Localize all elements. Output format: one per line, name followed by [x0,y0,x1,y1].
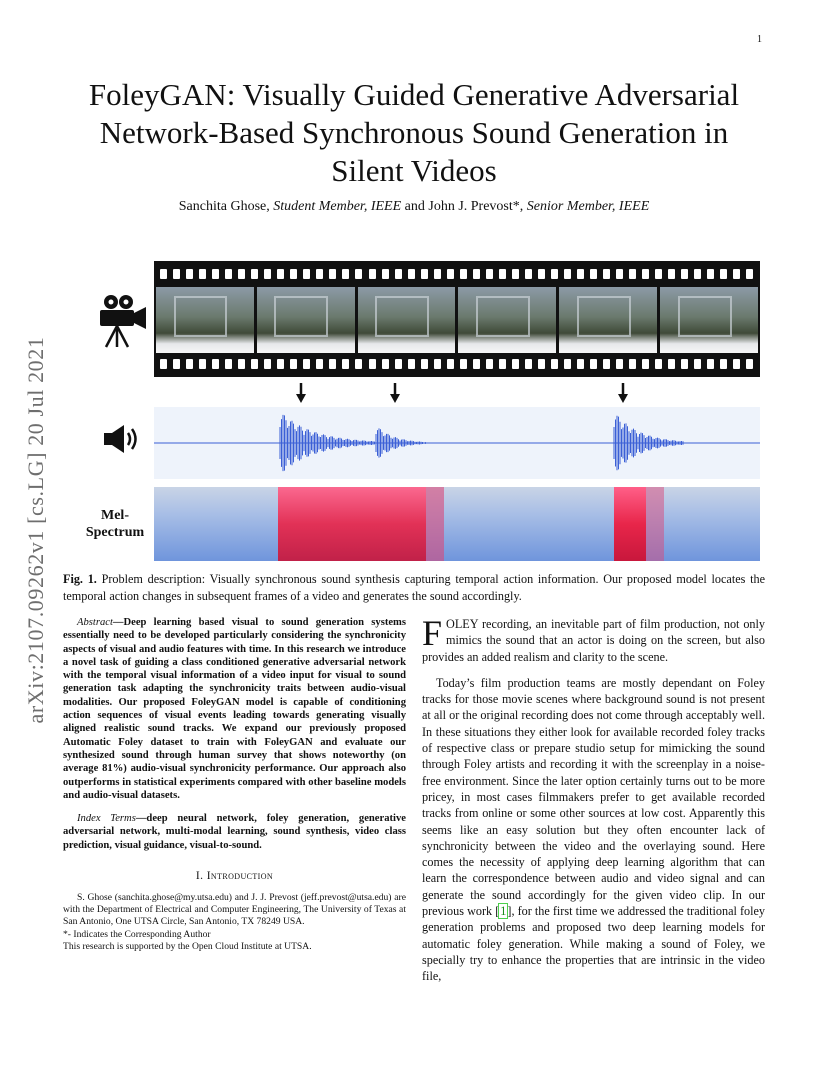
author-name: Sanchita Ghose, [178,199,274,214]
intro-paragraph-text: , for the first time we addressed the traditional foley generation problems and proposed two deep learning models for automatic foley generation. While making a sound of Foley, we specially try to enhance the properties that are intrinsic in the video file, [422,904,765,984]
index-terms-label: Index Terms [77,813,136,825]
sprocket-hole [551,269,558,279]
title-line: FoleyGAN: Visually Guided Generative Adversarial [88,77,740,112]
sprocket-hole [512,359,519,369]
sprocket-hole [525,359,532,369]
abstract-text: —Deep learning based visual to sound generation systems essentially need to be developed particularly considering the synchronicity aspects of visual and audio features with time. In this research we introduce a novel task of guiding a class conditioned generative adversarial network with the temporal visual information of a video input for visual to sound generation task adapting the synchronicity traits between audio-visual modalities. Our proposed FoleyGAN model is capable of conditioning action sequences of visual events leading towards generating visually aligned realistic sound tracks. We expand our previously proposed Automatic Foley dataset to train with FoleyGAN and evaluate our synthesized sound through human survey that shows noteworthy (on average 81%) audio-visual synchronicity performance. Our approach also outperforms in statistical experiments compared with other baseline models and audio-visual datasets. [63,617,406,801]
sprocket-hole [538,269,545,279]
author-role: Senior Member, IEEE [526,199,650,214]
video-frame [458,287,556,353]
sprocket-hole [668,269,675,279]
sprocket-hole [551,359,558,369]
footnote: *- Indicates the Corresponding Author [63,928,211,940]
sprocket-hole [746,269,753,279]
sprocket-hole [173,269,180,279]
sprocket-hole [199,359,206,369]
audio-waveform [154,407,760,479]
sprocket-hole [329,269,336,279]
abstract-label: Abstract [77,617,113,628]
sprocket-hole [434,269,441,279]
sprocket-hole [486,359,493,369]
sprocket-hole [538,359,545,369]
sprocket-hole [160,359,167,369]
sprocket-hole [564,269,571,279]
sprocket-hole [434,359,441,369]
sprocket-hole [225,269,232,279]
intro-paragraph-text: OLEY recording, an inevitable part of film production, not only mimics the sound that an actor is doing on the screen, but also provides an added realism and clarity to the scene. [422,617,765,664]
sprocket-hole [720,359,727,369]
sprocket-hole [590,359,597,369]
sprocket-hole [369,269,376,279]
sprocket-hole [316,269,323,279]
sprocket-hole [460,359,467,369]
sprocket-hole [564,359,571,369]
sprocket-hole [264,359,271,369]
sprocket-hole [642,359,649,369]
caption-label: Fig. 1. [63,572,97,586]
section-number: I. [195,870,207,883]
sprocket-hole [447,269,454,279]
film-sprocket-holes [160,269,754,279]
intro-paragraph-text: Today’s film production teams are mostly dependant on Foley tracks for those movie scenes where background sound is not present at all or the original recording does not come through acceptably well. In these situations they either look for available recorded foley tracks of respective class or prepare studio setup for mimicking the sound through Foley artists and recording it with the screenplay in a noise-free environment. Since the later option certainly turns out to be more pricey, in most cases filmmakers prefer to get available recorded tracks from online or some other sources at low cost. Apparently this seems like an easy solution but they often encounter lack of synchronicity between the video and the overlaying sound. Here comes the necessity of applying deep learning algorithm that can learn the correspondence between audio and video signal and can generate the sound accordingly for the given video clip. In our previous work [422,675,765,919]
mel-spectrum-label [80,507,150,541]
sprocket-hole [473,359,480,369]
sprocket-hole [616,359,623,369]
intro-paragraph: Today’s film production teams are mostly dependant on Foley tracks for those movie scenes where background sound is not present at all or the original recording does not come through acceptably well. In these situations they either look for available recorded foley tracks of respective class or prepare studio setup for mimicking the sound through Foley artists and recording it with the screenplay in a noise-free environment. Since the later option certainly turns out to be more pricey, in most cases filmmakers prefer to get available recorded tracks from online or some other sources at low cost. Apparently this seems like an easy solution but they often encounter lack of synchronicity between the video and the overlaying sound. Here comes the necessity of applying deep learning algorithm that can learn the correspondence between audio and video signal and can generate the sound accordingly for the given video clip. In our previous work [1], for the first time we addressed the traditional foley generation problems and proposed two deep learning models for automatic foley generation. While making a sound of Foley, we specially try to enhance the properties that are intrinsic in the video file, [422,675,765,984]
mel-spectrogram [154,487,760,561]
page-number: 1 [757,34,762,45]
mel-label-line: Spectrum [85,525,145,540]
film-camera-icon [96,293,148,349]
sprocket-hole [655,359,662,369]
sprocket-hole [421,269,428,279]
left-column [63,616,406,953]
sprocket-hole [264,269,271,279]
paper-title [40,76,788,190]
sprocket-hole [382,359,389,369]
video-frame [156,287,254,353]
sprocket-hole [655,269,662,279]
sprocket-hole [707,359,714,369]
index-terms-text: —deep neural network, foley generation, generative adversarial network, multi-modal learning, sound synthesis, video class prediction, visual guidance, visual-to-sound. [63,813,406,851]
title-line: Network-Based Synchronous Sound Generation in [99,115,729,150]
sprocket-hole [382,269,389,279]
video-frame [660,287,758,353]
footnote: This research is supported by the Open Cloud Institute at UTSA. [63,940,312,952]
arxiv-identifier: arXiv:2107.09262v1 [cs.LG] 20 Jul 2021 [23,336,48,724]
right-column [422,613,765,985]
speaker-icon [102,423,142,455]
author-role: Student Member, IEEE [273,199,402,214]
sprocket-hole [277,359,284,369]
video-frame [358,287,456,353]
sprocket-hole [720,269,727,279]
sprocket-hole [251,269,258,279]
action-arrow-icon [389,383,401,403]
section-title: Introduction [206,870,274,883]
sprocket-hole [369,359,376,369]
sprocket-hole [421,359,428,369]
author-name: John J. Prevost*, [428,199,527,214]
section-heading [63,870,406,882]
sprocket-hole [616,269,623,279]
film-strip [154,261,760,377]
figure-1 [80,257,770,565]
sprocket-hole [694,269,701,279]
author-list [40,199,788,215]
sprocket-hole [629,269,636,279]
sprocket-hole [707,269,714,279]
sprocket-hole [590,269,597,279]
sprocket-hole [290,359,297,369]
sprocket-hole [212,269,219,279]
title-line: Silent Videos [331,153,497,188]
sprocket-hole [577,269,584,279]
sprocket-hole [447,359,454,369]
sprocket-hole [642,269,649,279]
sprocket-hole [355,269,362,279]
sprocket-hole [460,269,467,279]
sprocket-hole [408,269,415,279]
sprocket-hole [238,269,245,279]
sprocket-hole [342,269,349,279]
sprocket-hole [486,269,493,279]
sprocket-hole [355,359,362,369]
sprocket-hole [225,359,232,369]
sprocket-hole [681,359,688,369]
sprocket-hole [303,269,310,279]
sprocket-hole [173,359,180,369]
film-sprocket-holes [160,359,754,369]
sprocket-hole [603,359,610,369]
sprocket-hole [316,359,323,369]
mel-label-line: Mel- [101,508,129,523]
video-frame [559,287,657,353]
film-frames [156,287,758,353]
drop-cap: F [422,613,443,653]
video-frame [257,287,355,353]
sprocket-hole [251,359,258,369]
sprocket-hole [342,359,349,369]
figure-caption [63,571,765,605]
sprocket-hole [681,269,688,279]
index-terms [63,812,406,852]
sprocket-hole [499,269,506,279]
footnote: S. Ghose (sanchita.ghose@my.utsa.edu) and J. J. Prevost (jeff.prevost@utsa.edu) are with the Department of Electrical and Computer Engineering, The University of Texas at San Antonio, One UTSA Circle, San Antonio, TX 78249 USA. [63,892,406,928]
sprocket-hole [290,269,297,279]
author-conjunction: and [401,199,429,214]
sprocket-hole [160,269,167,279]
sprocket-hole [277,269,284,279]
sprocket-hole [199,269,206,279]
action-arrow-icon [617,383,629,403]
caption-text: Problem description: Visually synchronous sound synthesis capturing temporal action information. Our proposed model locates the temporal action changes in subsequent frames of a video and generates the sound accordingly. [63,572,765,603]
sprocket-hole [694,359,701,369]
sprocket-hole [329,359,336,369]
intro-paragraph [422,613,765,665]
citation-link[interactable]: 1 [500,904,507,919]
sprocket-hole [238,359,245,369]
waveform-burst [614,416,683,471]
sprocket-hole [408,359,415,369]
sprocket-hole [186,359,193,369]
sprocket-hole [212,359,219,369]
sprocket-hole [186,269,193,279]
sprocket-hole [577,359,584,369]
sprocket-hole [303,359,310,369]
sprocket-hole [629,359,636,369]
sprocket-hole [668,359,675,369]
sprocket-hole [525,269,532,279]
sprocket-hole [395,269,402,279]
sprocket-hole [733,359,740,369]
sprocket-hole [603,269,610,279]
sprocket-hole [512,269,519,279]
action-arrow-icon [295,383,307,403]
sprocket-hole [473,269,480,279]
sprocket-hole [746,359,753,369]
sprocket-hole [499,359,506,369]
sprocket-hole [395,359,402,369]
abstract [63,616,406,802]
sprocket-hole [733,269,740,279]
